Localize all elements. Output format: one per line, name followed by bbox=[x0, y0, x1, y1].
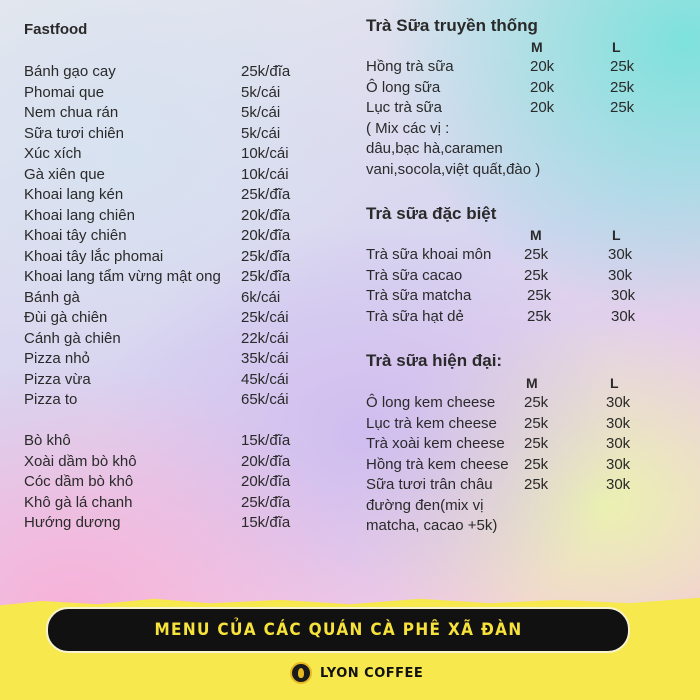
fastfood-item-name: Xoài dầm bò khô bbox=[24, 452, 137, 470]
size-m-header: M bbox=[531, 39, 543, 55]
drink-name: Trà sữa matcha bbox=[366, 287, 472, 304]
drink-name: Lục trà kem cheese bbox=[366, 414, 497, 432]
fastfood-item-name: Khoai tây chiên bbox=[24, 227, 127, 244]
fastfood-title: Fastfood bbox=[24, 21, 88, 38]
size-l-header: L bbox=[610, 375, 619, 391]
size-m-header: M bbox=[526, 375, 538, 391]
fastfood-item-name: Cánh gà chiên bbox=[24, 329, 121, 347]
fastfood-item-price: 15k/đĩa bbox=[241, 432, 291, 449]
fastfood-item-price: 20k/đĩa bbox=[241, 206, 291, 224]
drink-name: Ô long sữa bbox=[366, 78, 441, 96]
flavor-note: ( Mix các vị : bbox=[366, 119, 450, 137]
fastfood-item-price: 5k/cái bbox=[241, 83, 281, 101]
fastfood-item-price: 15k/đĩa bbox=[241, 514, 291, 531]
drink-price-m: 25k bbox=[527, 307, 552, 325]
drink-price-m: 25k bbox=[524, 246, 549, 263]
drink-name: Trà xoài kem cheese bbox=[366, 435, 505, 452]
fastfood-item-price: 5k/cái bbox=[241, 104, 281, 121]
drink-price-m: 25k bbox=[524, 455, 549, 473]
fastfood-item-price: 65k/cái bbox=[241, 391, 289, 408]
fastfood-item-price: 25k/đĩa bbox=[241, 268, 291, 285]
fastfood-item-price: 22k/cái bbox=[241, 329, 289, 347]
fastfood-item-name: Gà xiên que bbox=[24, 165, 105, 183]
fastfood-item-price: 25k/đĩa bbox=[241, 493, 291, 511]
size-l-header: L bbox=[612, 39, 621, 55]
drink-price-l: 30k bbox=[611, 287, 636, 304]
fastfood-item-price: 5k/cái bbox=[241, 124, 281, 142]
fastfood-item-name: Hướng dương bbox=[24, 514, 121, 531]
fastfood-item-price: 45k/cái bbox=[241, 370, 289, 388]
fastfood-item-price: 20k/đĩa bbox=[241, 473, 291, 490]
fastfood-item-name: Đùi gà chiên bbox=[24, 309, 108, 326]
drink-price-m: 25k bbox=[524, 266, 549, 284]
fastfood-item-name: Nem chua rán bbox=[24, 104, 119, 121]
drink-price-l: 25k bbox=[610, 58, 635, 75]
flavor-note: dâu,bạc hà,caramen bbox=[366, 140, 503, 157]
fastfood-item-price: 20k/đĩa bbox=[241, 227, 291, 244]
drink-name: Ô long kem cheese bbox=[366, 394, 496, 411]
fastfood-item-price: 35k/cái bbox=[241, 350, 289, 367]
drink-name: Trà sữa khoai môn bbox=[366, 246, 492, 263]
fastfood-item-name: Khoai lang chiên bbox=[24, 206, 135, 224]
fastfood-item-name: Xúc xích bbox=[24, 145, 82, 162]
brand-name: LYON COFFEE bbox=[320, 665, 424, 681]
fastfood-item-price: 25k/cái bbox=[241, 309, 289, 326]
fastfood-item-price: 10k/cái bbox=[241, 145, 289, 162]
drink-price-l: 25k bbox=[610, 78, 635, 96]
drink-price-l: 30k bbox=[606, 455, 631, 473]
drink-name: Trà sữa hạt dẻ bbox=[366, 307, 464, 325]
mix-note: đường đen(mix vị bbox=[366, 496, 484, 514]
fastfood-item-name: Bánh gạo cay bbox=[24, 63, 116, 80]
fastfood-item-price: 6k/cái bbox=[241, 288, 281, 306]
modern-title: Trà sữa hiện đại: bbox=[366, 351, 503, 370]
traditional-title: Trà Sữa truyền thống bbox=[366, 16, 538, 35]
fastfood-item-name: Cóc dầm bò khô bbox=[24, 473, 134, 490]
mix-note: matcha, cacao +5k) bbox=[366, 517, 498, 534]
drink-price-l: 30k bbox=[606, 394, 631, 411]
fastfood-item-name: Khoai tây lắc phomai bbox=[24, 247, 164, 265]
drink-price-l: 30k bbox=[611, 307, 636, 325]
drink-price-m: 20k bbox=[530, 99, 555, 116]
menu-banner bbox=[46, 607, 630, 653]
drink-name: Hồng trà kem cheese bbox=[366, 455, 509, 473]
drink-price-m: 25k bbox=[527, 287, 552, 304]
drink-price-l: 25k bbox=[610, 99, 635, 116]
fastfood-item-name: Sữa tươi chiên bbox=[24, 124, 124, 142]
drink-price-l: 30k bbox=[608, 246, 633, 263]
lyon-logo-icon bbox=[290, 662, 312, 684]
drink-price-m: 25k bbox=[524, 414, 549, 432]
size-l-header: L bbox=[612, 227, 621, 243]
drink-name: Trà sữa cacao bbox=[366, 266, 463, 284]
drink-name: Sữa tươi trân châu bbox=[366, 476, 493, 493]
fastfood-item-name: Khoai lang tẩm vừng mật ong bbox=[24, 268, 221, 285]
drink-price-l: 30k bbox=[606, 414, 631, 432]
flavor-note: vani,socola,việt quất,đào ) bbox=[366, 160, 541, 178]
fastfood-item-name: Bánh gà bbox=[24, 288, 80, 306]
size-m-header: M bbox=[530, 227, 542, 243]
drink-price-m: 20k bbox=[530, 78, 555, 96]
drink-price-l: 30k bbox=[606, 476, 631, 493]
fastfood-item-price: 10k/cái bbox=[241, 165, 289, 183]
drink-price-l: 30k bbox=[608, 266, 633, 284]
drink-price-m: 25k bbox=[524, 476, 549, 493]
drink-price-m: 20k bbox=[530, 58, 555, 75]
drink-name: Lục trà sữa bbox=[366, 99, 442, 116]
drink-name: Hồng trà sữa bbox=[366, 58, 454, 75]
drink-price-m: 25k bbox=[524, 394, 549, 411]
drink-price-l: 30k bbox=[606, 435, 631, 452]
fastfood-item-price: 25k/đĩa bbox=[241, 63, 291, 80]
fastfood-item-price: 20k/đĩa bbox=[241, 452, 291, 470]
brand bbox=[290, 662, 423, 684]
fastfood-item-name: Phomai que bbox=[24, 83, 105, 101]
fastfood-item-name: Pizza nhỏ bbox=[24, 350, 90, 367]
fastfood-item-name: Pizza to bbox=[24, 391, 78, 408]
fastfood-item-name: Khoai lang kén bbox=[24, 186, 124, 203]
banner-text: MENU CỦA CÁC QUÁN CÀ PHÊ XÃ ĐÀN bbox=[153, 620, 523, 640]
drink-price-m: 25k bbox=[524, 435, 549, 452]
special-title: Trà sữa đặc biệt bbox=[366, 204, 497, 223]
fastfood-item-name: Pizza vừa bbox=[24, 370, 91, 388]
fastfood-item-name: Khô gà lá chanh bbox=[24, 493, 133, 511]
fastfood-item-price: 25k/đĩa bbox=[241, 247, 291, 265]
fastfood-item-price: 25k/đĩa bbox=[241, 186, 291, 203]
fastfood-item-name: Bò khô bbox=[24, 432, 71, 449]
